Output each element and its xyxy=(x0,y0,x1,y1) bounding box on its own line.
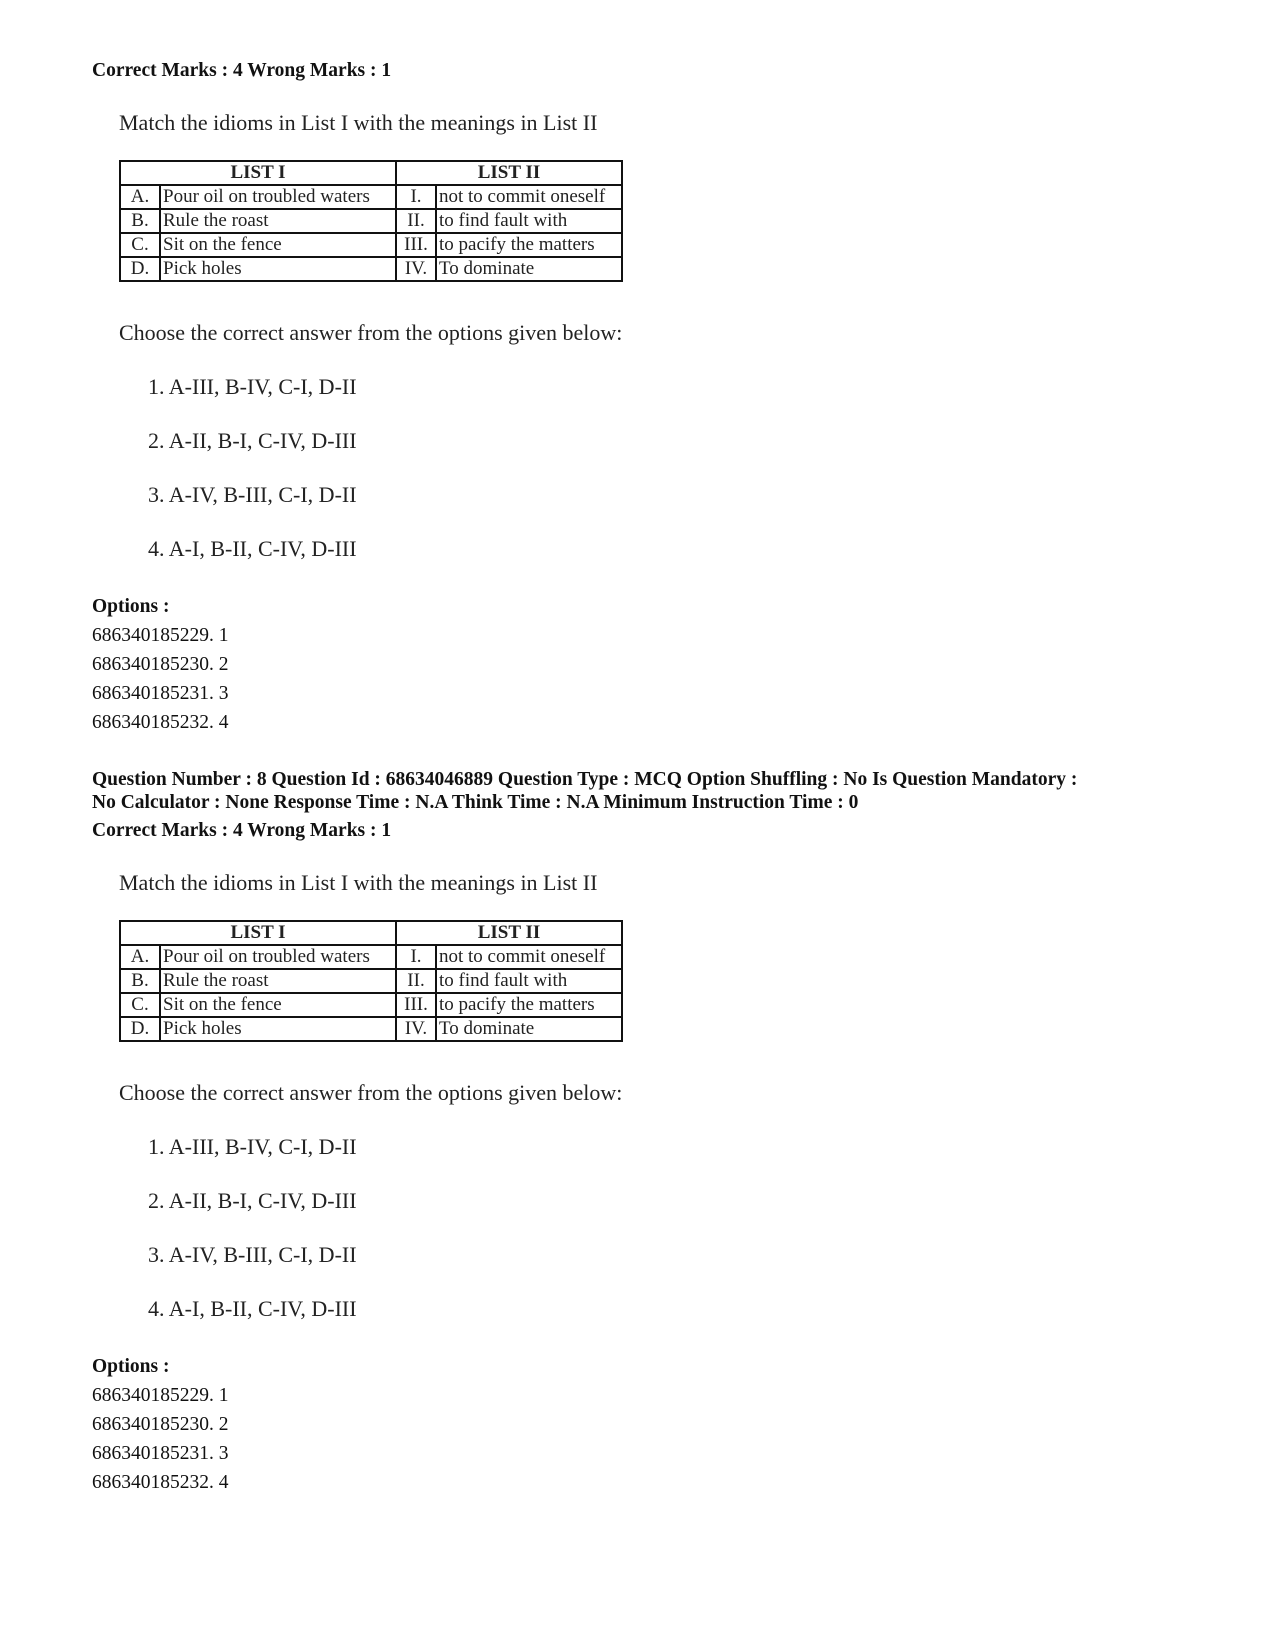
list2-code: IV. xyxy=(396,257,436,281)
list2-item: to pacify the matters xyxy=(436,233,622,257)
list2-code: I. xyxy=(396,945,436,969)
instruction-text: Choose the correct answer from the options given below: xyxy=(119,1080,623,1105)
list2-item: to pacify the matters xyxy=(436,993,622,1017)
list1-code: B. xyxy=(120,209,160,233)
list2-code: II. xyxy=(396,969,436,993)
answer-choice: 1. A-III, B-IV, C-I, D-II xyxy=(148,1134,357,1159)
table-row xyxy=(120,945,622,969)
list1-code: C. xyxy=(120,993,160,1017)
question-header-line-1: Question Number : 8 Question Id : 68634046889 Question Type : MCQ Option Shuffling : No Is Question Mandatory : xyxy=(92,769,1078,790)
list1-code: A. xyxy=(120,185,160,209)
list2-code: II. xyxy=(396,209,436,233)
answer-choice: 3. A-IV, B-III, C-I, D-II xyxy=(148,482,357,507)
answer-choice: 2. A-II, B-I, C-IV, D-III xyxy=(148,1188,357,1213)
list1-code: C. xyxy=(120,233,160,257)
table-row xyxy=(120,1017,622,1041)
answer-choice: 3. A-IV, B-III, C-I, D-II xyxy=(148,1242,357,1267)
question-header-line-2: No Calculator : None Response Time : N.A Think Time : N.A Minimum Instruction Time : 0 xyxy=(92,792,859,813)
list2-item: to find fault with xyxy=(436,969,622,993)
list1-item: Sit on the fence xyxy=(160,233,396,257)
match-table xyxy=(119,920,623,1042)
option-id: 686340185230. 2 xyxy=(92,654,229,675)
question-text: Match the idioms in List I with the meanings in List II xyxy=(119,110,598,135)
list1-item: Sit on the fence xyxy=(160,993,396,1017)
list2-header: LIST II xyxy=(396,161,622,185)
table-row xyxy=(120,233,622,257)
table-row xyxy=(120,257,622,281)
list1-item: Pour oil on troubled waters xyxy=(160,945,396,969)
answer-choice: 2. A-II, B-I, C-IV, D-III xyxy=(148,428,357,453)
list1-code: B. xyxy=(120,969,160,993)
list1-code: D. xyxy=(120,257,160,281)
list2-item: To dominate xyxy=(436,257,622,281)
list2-code: III. xyxy=(396,233,436,257)
question-text: Match the idioms in List I with the meanings in List II xyxy=(119,870,598,895)
list2-item: To dominate xyxy=(436,1017,622,1041)
instruction-text: Choose the correct answer from the options given below: xyxy=(119,320,623,345)
option-id: 686340185230. 2 xyxy=(92,1414,229,1435)
options-label: Options : xyxy=(92,1356,170,1377)
list1-code: A. xyxy=(120,945,160,969)
answer-choice: 4. A-I, B-II, C-IV, D-III xyxy=(148,1296,357,1321)
list1-item: Rule the roast xyxy=(160,969,396,993)
answer-choice: 1. A-III, B-IV, C-I, D-II xyxy=(148,374,357,399)
list2-code: III. xyxy=(396,993,436,1017)
list2-item: not to commit oneself xyxy=(436,945,622,969)
list1-item: Pour oil on troubled waters xyxy=(160,185,396,209)
list2-header: LIST II xyxy=(396,921,622,945)
option-id: 686340185232. 4 xyxy=(92,712,229,733)
table-header-row xyxy=(120,161,622,185)
option-id: 686340185229. 1 xyxy=(92,1385,229,1406)
match-table xyxy=(119,160,623,282)
option-id: 686340185232. 4 xyxy=(92,1472,229,1493)
list1-item: Pick holes xyxy=(160,1017,396,1041)
table-row xyxy=(120,993,622,1017)
list2-code: IV. xyxy=(396,1017,436,1041)
option-id-list xyxy=(92,1385,229,1501)
list1-header: LIST I xyxy=(120,161,396,185)
option-id: 686340185231. 3 xyxy=(92,683,229,704)
list2-item: not to commit oneself xyxy=(436,185,622,209)
list1-header: LIST I xyxy=(120,921,396,945)
marks-line: Correct Marks : 4 Wrong Marks : 1 xyxy=(92,60,392,81)
table-row xyxy=(120,185,622,209)
table-row xyxy=(120,209,622,233)
option-id: 686340185229. 1 xyxy=(92,625,229,646)
option-id: 686340185231. 3 xyxy=(92,1443,229,1464)
options-label: Options : xyxy=(92,596,170,617)
table-row xyxy=(120,969,622,993)
list2-item: to find fault with xyxy=(436,209,622,233)
answer-list xyxy=(148,1135,357,1351)
list1-item: Pick holes xyxy=(160,257,396,281)
list2-code: I. xyxy=(396,185,436,209)
list1-code: D. xyxy=(120,1017,160,1041)
list1-item: Rule the roast xyxy=(160,209,396,233)
table-header-row xyxy=(120,921,622,945)
answer-choice: 4. A-I, B-II, C-IV, D-III xyxy=(148,536,357,561)
marks-line: Correct Marks : 4 Wrong Marks : 1 xyxy=(92,820,392,841)
option-id-list xyxy=(92,625,229,741)
answer-list xyxy=(148,375,357,591)
